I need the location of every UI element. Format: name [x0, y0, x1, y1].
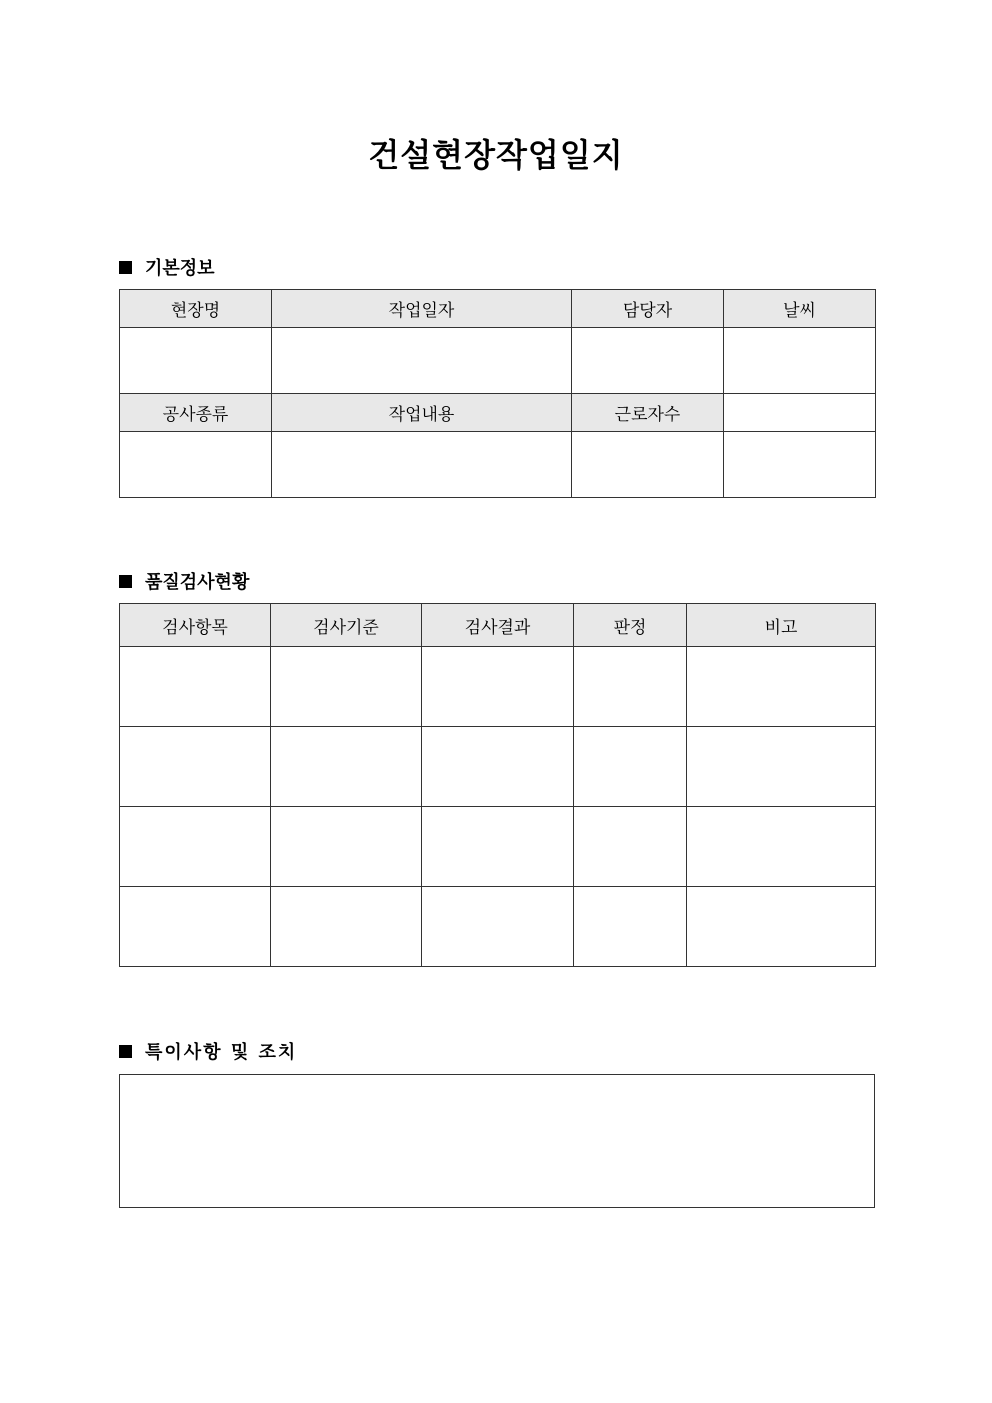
section-heading-label: 특이사항 및 조치	[145, 1042, 298, 1063]
table-row	[120, 290, 876, 328]
judgment-cell[interactable]	[574, 887, 687, 967]
inspection-item-cell[interactable]	[120, 887, 271, 967]
page-title: 건설현장작업일지	[368, 136, 624, 174]
notes-box[interactable]	[119, 1074, 875, 1208]
inspection-result-cell[interactable]	[422, 887, 574, 967]
quality-inspection-table	[119, 603, 876, 967]
remarks-cell[interactable]	[687, 887, 876, 967]
work-date-cell[interactable]	[272, 328, 572, 394]
inspection-result-cell[interactable]	[422, 807, 574, 887]
header-manager: 담당자	[572, 290, 724, 328]
inspection-result-cell[interactable]	[422, 727, 574, 807]
table-row	[120, 807, 876, 887]
header-worker-count: 근로자수	[572, 394, 724, 432]
inspection-standard-cell[interactable]	[271, 647, 422, 727]
judgment-cell[interactable]	[574, 727, 687, 807]
work-content-cell[interactable]	[272, 432, 572, 498]
inspection-standard-cell[interactable]	[271, 807, 422, 887]
inspection-result-cell[interactable]	[422, 647, 574, 727]
section-heading-label: 품질검사현황	[145, 572, 250, 593]
square-bullet-icon	[119, 1045, 132, 1058]
table-row	[120, 647, 876, 727]
section-heading-label: 기본정보	[145, 258, 215, 279]
header-judgment: 판정	[574, 604, 687, 647]
table-row	[120, 727, 876, 807]
inspection-item-cell[interactable]	[120, 727, 271, 807]
inspection-item-cell[interactable]	[120, 807, 271, 887]
inspection-standard-cell[interactable]	[271, 887, 422, 967]
section-heading-notes	[119, 1038, 297, 1064]
blank-cell[interactable]	[724, 432, 876, 498]
header-site-name: 현장명	[120, 290, 272, 328]
table-row	[120, 328, 876, 394]
header-inspection-result: 검사결과	[422, 604, 574, 647]
section-heading-quality	[119, 568, 249, 594]
table-row	[120, 432, 876, 498]
blank-cell[interactable]	[724, 394, 876, 432]
weather-cell[interactable]	[724, 328, 876, 394]
table-row	[120, 394, 876, 432]
manager-cell[interactable]	[572, 328, 724, 394]
square-bullet-icon	[119, 575, 132, 588]
site-name-cell[interactable]	[120, 328, 272, 394]
judgment-cell[interactable]	[574, 647, 687, 727]
header-construction-type: 공사종류	[120, 394, 272, 432]
remarks-cell[interactable]	[687, 647, 876, 727]
section-heading-basic-info	[119, 254, 215, 280]
construction-type-cell[interactable]	[120, 432, 272, 498]
header-inspection-standard: 검사기준	[271, 604, 422, 647]
header-weather: 날씨	[724, 290, 876, 328]
remarks-cell[interactable]	[687, 727, 876, 807]
worker-count-cell[interactable]	[572, 432, 724, 498]
basic-info-table	[119, 289, 876, 498]
square-bullet-icon	[119, 261, 132, 274]
inspection-standard-cell[interactable]	[271, 727, 422, 807]
inspection-item-cell[interactable]	[120, 647, 271, 727]
table-row	[120, 604, 876, 647]
remarks-cell[interactable]	[687, 807, 876, 887]
header-inspection-item: 검사항목	[120, 604, 271, 647]
header-work-content: 작업내용	[272, 394, 572, 432]
judgment-cell[interactable]	[574, 807, 687, 887]
header-work-date: 작업일자	[272, 290, 572, 328]
header-remarks: 비고	[687, 604, 876, 647]
table-row	[120, 887, 876, 967]
